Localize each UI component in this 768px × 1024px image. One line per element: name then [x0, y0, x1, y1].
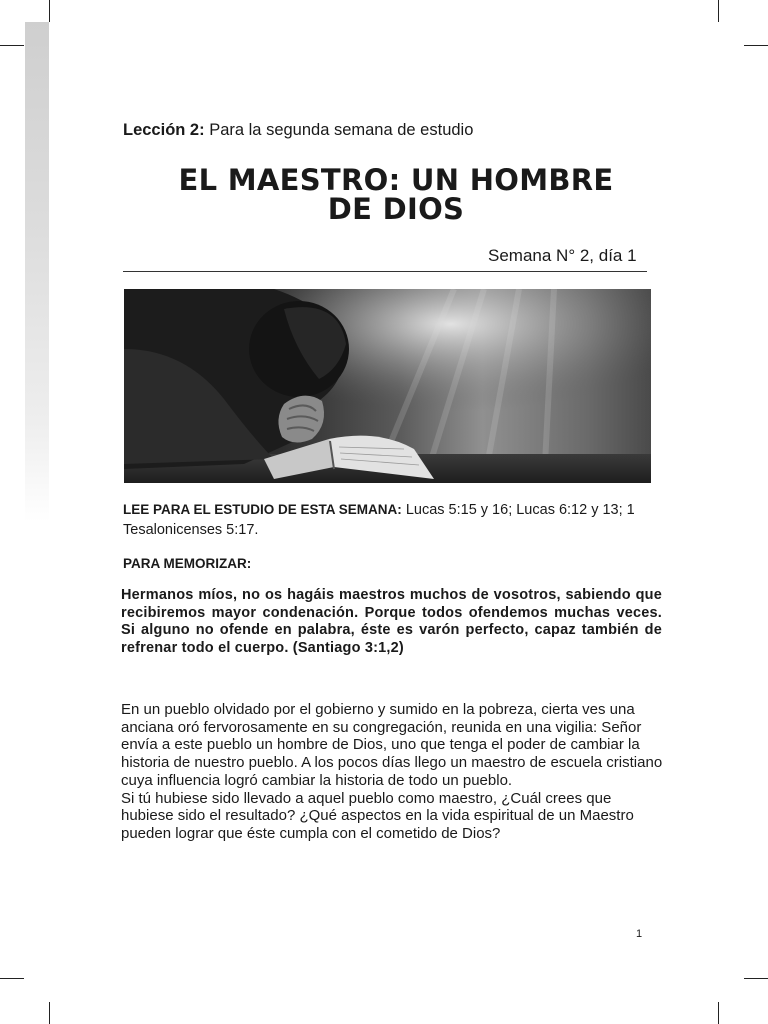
week-label: Semana N° 2, día 1: [488, 246, 637, 265]
paragraph-2: Si tú hubiese sido llevado a aquel pueblo como maestro, ¿Cuál crees que hubiese sido el resultado? ¿Qué aspectos en la vida espiritual de un Maestro pueden lograr que éste cumpla con el cometido de Dios?: [121, 789, 634, 842]
memorize-heading: PARA MEMORIZAR:: [123, 556, 252, 571]
praying-illustration: [124, 289, 651, 483]
lesson-label: Lección 2:: [123, 121, 205, 139]
crop-mark: [718, 0, 719, 22]
lesson-subtitle: Para la segunda semana de estudio: [209, 121, 474, 139]
crop-mark: [718, 1002, 719, 1024]
divider: [123, 271, 647, 272]
crop-mark: [0, 45, 24, 46]
title-line-1: EL MAESTRO: UN HOMBRE: [178, 163, 614, 197]
page-number: 1: [636, 928, 643, 940]
crop-mark: [49, 1002, 50, 1024]
crop-mark: [0, 978, 24, 979]
crop-mark: [49, 0, 50, 22]
reading-label: LEE PARA EL ESTUDIO DE ESTA SEMANA:: [123, 502, 402, 517]
reading-assignment: [123, 500, 663, 540]
crop-mark: [744, 45, 768, 46]
title-line-2: DE DIOS: [327, 192, 465, 226]
body-text: [121, 701, 666, 843]
paragraph-1: En un pueblo olvidado por el gobierno y sumido en la pobreza, cierta ves una anciana oró fervorosamente en su congregación, reunida en una vigilia: Señor envía a este pueblo un hombre de Dios, uno que tenga el poder de cambiar la historia de nuestro pueblo. A los pocos días llego un maestro de escuela cristiano cuya influencia logró cambiar la historia de todo un pueblo.: [121, 701, 663, 789]
photo-man-praying: [124, 289, 651, 483]
page-gutter-shadow: [25, 22, 49, 522]
memory-verse: Hermanos míos, no os hagáis maestros muchos de vosotros, sabiendo que recibiremos mayor condenación. Porque todos ofendemos muchas veces. Si alguno no ofende en palabra, éste es varón perfecto, capaz también de refrenar todo el cuerpo. (Santiago 3:1,2): [121, 587, 662, 656]
crop-mark: [744, 978, 768, 979]
lesson-heading: [123, 121, 473, 140]
reading-text: Lucas 5:15 y 16; Lucas 6:12 y 13; 1 Tesalonicenses 5:17.: [123, 502, 635, 538]
page-title: [120, 163, 672, 226]
